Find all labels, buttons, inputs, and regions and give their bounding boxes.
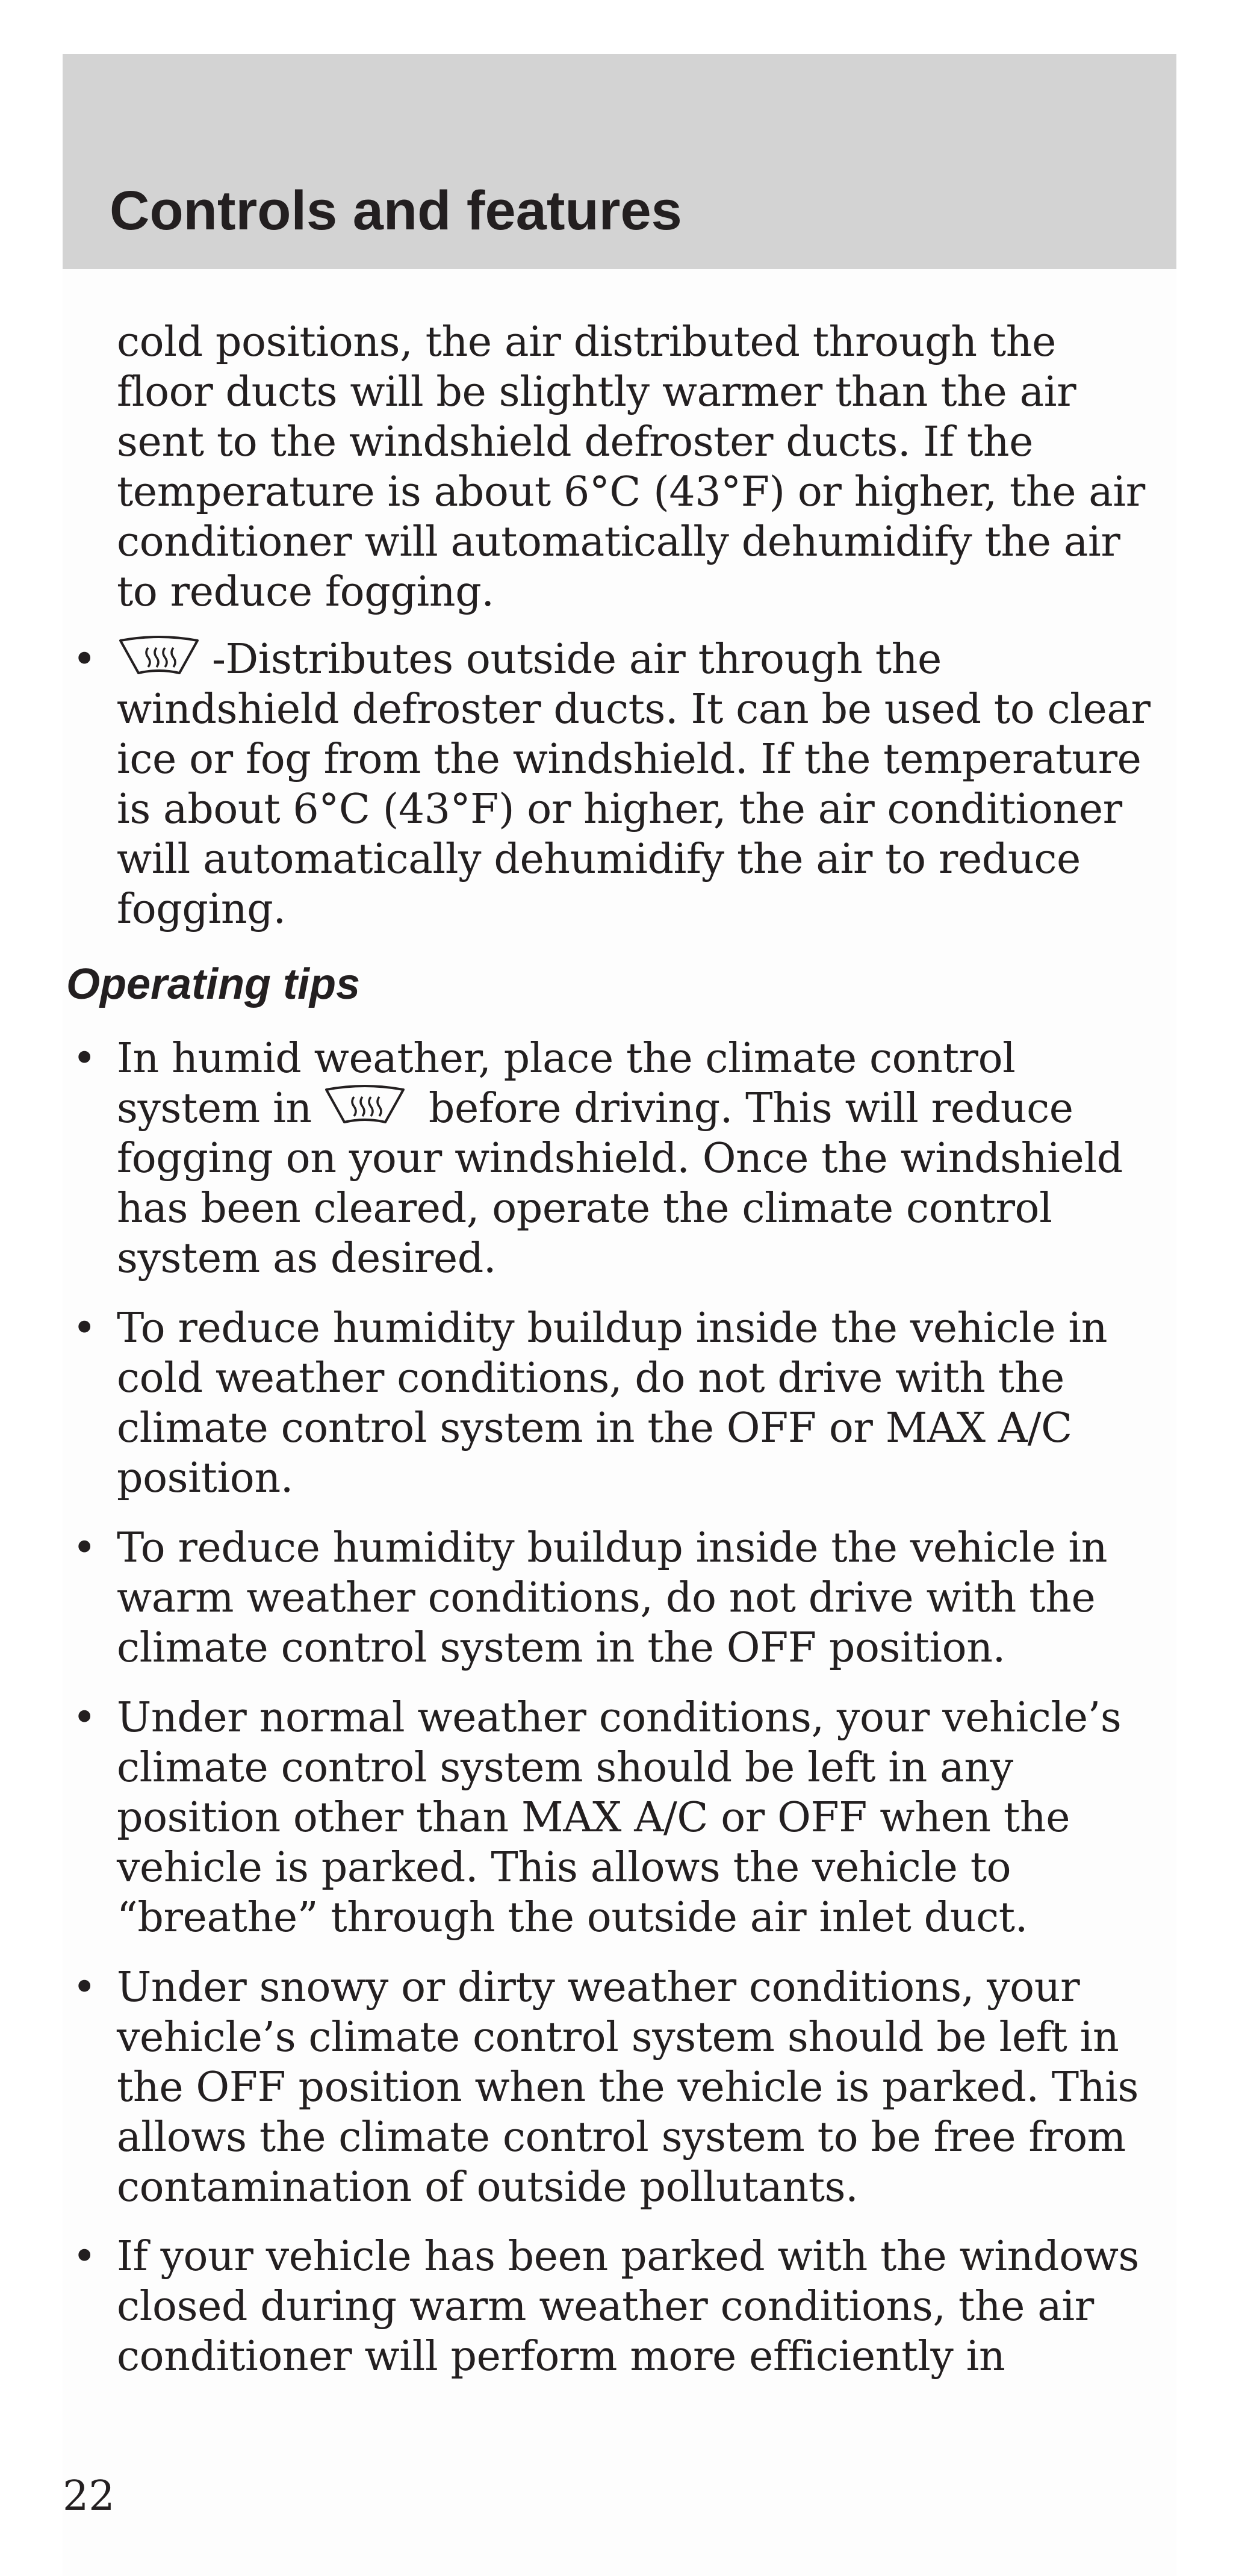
intro-paragraph xyxy=(117,317,1176,617)
text-line: Under snowy or dirty weather conditions, your xyxy=(117,1964,1080,2011)
text-line: contamination of outside pollutants. xyxy=(117,2164,859,2211)
text-line: closed during warm weather conditions, the air xyxy=(117,2283,1094,2330)
tip-parked-closed-windows xyxy=(72,2232,1176,2382)
text-line: to reduce fogging. xyxy=(117,568,494,616)
text-line: In humid weather, place the climate control xyxy=(117,1035,1016,1082)
inline-text: before driving. This will reduce xyxy=(428,1085,1073,1132)
text-line: vehicle is parked. This allows the vehicle to xyxy=(117,1844,1011,1892)
text-line: temperature is about 6°C (43°F) or higher, the air xyxy=(117,468,1145,516)
text-line: conditioner will automatically dehumidify the air xyxy=(117,518,1120,566)
text-line: “breathe” through the outside air inlet duct. xyxy=(117,1894,1028,1941)
text-line: fogging on your windshield. Once the windshield xyxy=(117,1135,1123,1182)
text-line: To reduce humidity buildup inside the vehicle in xyxy=(117,1305,1108,1352)
operating-tips-heading: Operating tips xyxy=(66,960,361,1008)
text-line: fogging. xyxy=(117,886,286,933)
text-line: vehicle’s climate control system should be left in xyxy=(117,2014,1119,2061)
bullet-marker: • xyxy=(72,636,96,683)
windshield-defrost-icon xyxy=(117,636,201,678)
text-line: cold weather conditions, do not drive with the xyxy=(117,1355,1064,1402)
bullet-marker: • xyxy=(72,1035,96,1082)
text-line: the OFF position when the vehicle is parked. This xyxy=(117,2064,1139,2111)
text-line: conditioner will perform more efficiently in xyxy=(117,2333,1005,2380)
text-line: windshield defroster ducts. It can be used to clear xyxy=(117,686,1151,733)
inline-text: system in xyxy=(117,1085,312,1132)
bullet-marker: • xyxy=(72,1524,96,1572)
text-line: ice or fog from the windshield. If the temperature xyxy=(117,736,1141,783)
text-line: will automatically dehumidify the air to reduce xyxy=(117,836,1081,883)
defrost-description-start: -Distributes outside air through the xyxy=(212,636,942,683)
defrost-mode-bullet xyxy=(72,635,1176,934)
text-line: climate control system in the OFF position. xyxy=(117,1624,1005,1672)
tip-humid-weather xyxy=(72,1034,1176,1283)
section-title: Controls and features xyxy=(110,180,682,241)
bullet-marker: • xyxy=(72,1694,96,1742)
tip-warm-weather xyxy=(72,1523,1176,1673)
text-line: system as desired. xyxy=(117,1235,497,1282)
text-line: sent to the windshield defroster ducts. If the xyxy=(117,418,1034,466)
bullet-marker: • xyxy=(72,1964,96,2011)
text-line: has been cleared, operate the climate control xyxy=(117,1185,1052,1232)
text-line: Under normal weather conditions, your vehicle’s xyxy=(117,1694,1122,1742)
text-line: floor ducts will be slightly warmer than the air xyxy=(117,368,1076,416)
text-line: position other than MAX A/C or OFF when the xyxy=(117,1794,1070,1842)
text-line: is about 6°C (43°F) or higher, the air conditioner xyxy=(117,786,1122,833)
text-line xyxy=(117,635,1176,684)
text-line xyxy=(117,1084,1176,1134)
text-line: To reduce humidity buildup inside the vehicle in xyxy=(117,1524,1108,1572)
text-line: cold positions, the air distributed through the xyxy=(117,318,1057,366)
tip-snowy-weather xyxy=(72,1963,1176,2212)
text-line: allows the climate control system to be free from xyxy=(117,2114,1126,2161)
text-line: climate control system should be left in any xyxy=(117,1744,1013,1792)
page-number: 22 xyxy=(63,2472,115,2520)
bullet-marker: • xyxy=(72,1305,96,1352)
tip-cold-weather xyxy=(72,1303,1176,1503)
text-line: warm weather conditions, do not drive with the xyxy=(117,1574,1096,1622)
bullet-marker: • xyxy=(72,2233,96,2280)
text-line: If your vehicle has been parked with the windows xyxy=(117,2233,1140,2280)
text-line: position. xyxy=(117,1454,293,1502)
windshield-defrost-icon xyxy=(323,1085,407,1127)
text-line: climate control system in the OFF or MAX A/C xyxy=(117,1404,1072,1452)
tip-normal-weather xyxy=(72,1693,1176,1943)
